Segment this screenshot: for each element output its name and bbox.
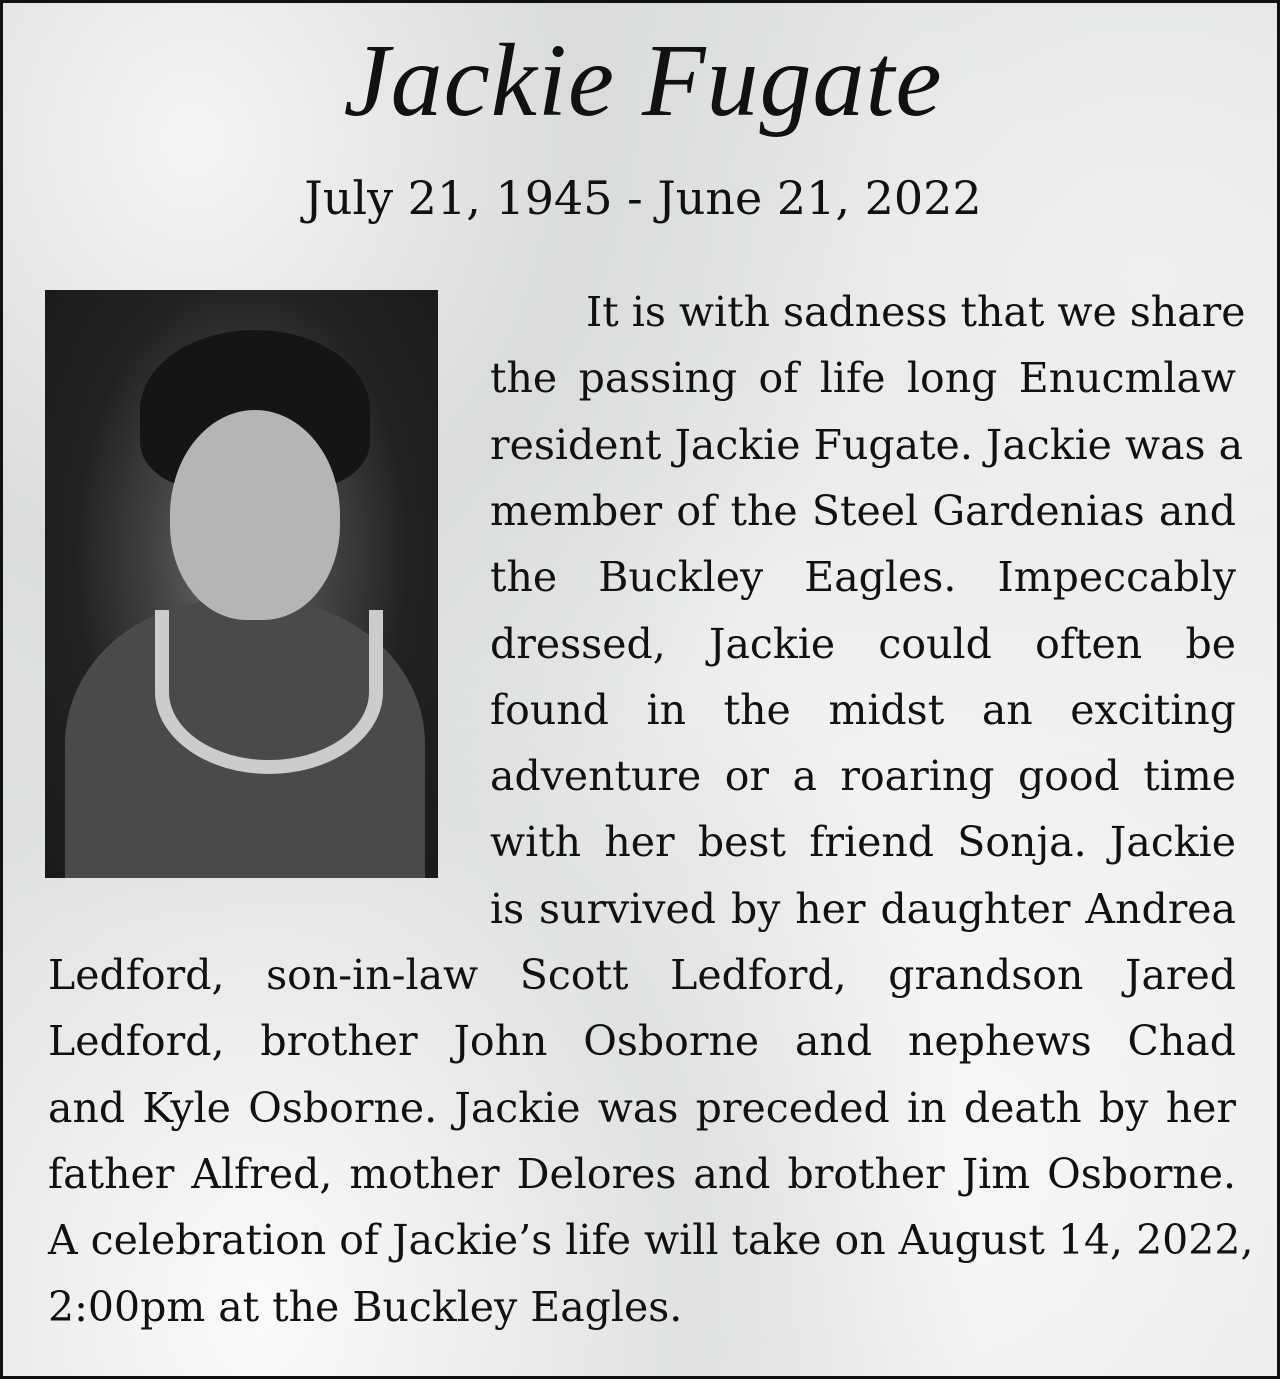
body-line: the passing of life long Enucmlaw (490, 354, 1236, 403)
portrait-photo (45, 290, 438, 878)
body-line: with her best friend Sonja. Jackie (490, 818, 1236, 867)
photo-face (170, 410, 340, 620)
body-line: dressed, Jackie could often be (490, 619, 1236, 668)
obituary-name: Jackie Fugate (343, 23, 943, 138)
body-line: member of the Steel Gardenias and (490, 486, 1236, 535)
photo-collar (155, 610, 383, 774)
body-line: and Kyle Osborne. Jackie was preceded in death by her (48, 1083, 1236, 1132)
body-line: resident Jackie Fugate. Jackie was a (490, 420, 1244, 469)
body-line: the Buckley Eagles. Impeccably (490, 553, 1236, 602)
body-line: father Alfred, mother Delores and brother Jim Osborne. (48, 1149, 1236, 1198)
body-line: found in the midst an exciting (490, 685, 1236, 734)
body-line: 2:00pm at the Buckley Eagles. (48, 1282, 683, 1331)
body-line: is survived by her daughter Andrea (490, 884, 1236, 933)
life-dates: July 21, 1945 - June 21, 2022 (304, 171, 982, 225)
body-line: Ledford, brother John Osborne and nephews Chad (48, 1017, 1236, 1066)
body-line: A celebration of Jackie’s life will take on August 14, 2022, (48, 1216, 1254, 1265)
body-line: It is with sadness that we share (586, 288, 1246, 336)
body-line: adventure or a roaring good time (490, 752, 1236, 801)
body-line: Ledford, son-in-law Scott Ledford, grandson Jared (48, 951, 1236, 999)
